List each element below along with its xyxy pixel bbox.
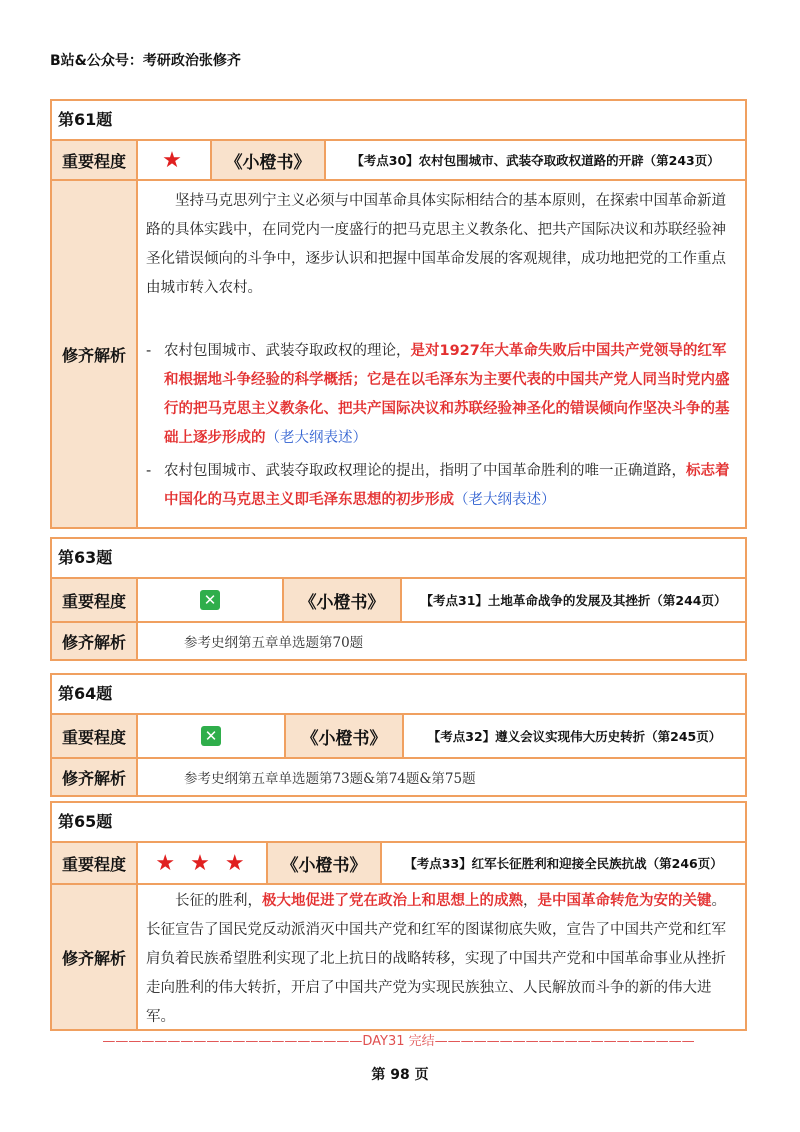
source-header: B站&公众号：考研政治张修齐 (50, 53, 241, 69)
analysis-label: 修齐解析 (52, 623, 138, 659)
book-title: 《小橙书》 (212, 141, 326, 179)
importance-label: 重要程度 (52, 715, 138, 757)
exam-point: 【考点31】土地革命战争的发展及其挫折（第244页） (420, 593, 727, 608)
star-rating: ★ ★ ★ (138, 843, 268, 883)
bullet-text (164, 337, 737, 453)
bullet-highlight-text: 标志着中国化的马克思主义即毛泽东思想的初步形成 (164, 463, 730, 508)
analysis-paragraph (146, 887, 737, 1032)
x-mark-icon: ✕ (200, 590, 220, 610)
paragraph-plain-text: 长征的胜利， (175, 893, 262, 909)
book-title: 《小橙书》 (284, 579, 402, 621)
paragraph-plain-text: 。长征宣告了国民党反动派消灭中国共产党和红军的图谋彻底失败，宣告了中国共产党和红军肩负着民族希望胜利实现了北上抗日的战略转移，实现了中国共产党和中国革命事业从挫折走向胜利的伟大转折，开启了中国共产党为实现民族独立、人民解放而斗争的新的伟大进军。 (146, 893, 726, 1025)
question-64 (50, 673, 747, 797)
bullet-highlight-text: 是对1927年大革命失败后中国共产党领导的红军和根据地斗争经验的科学概括；它是在以毛泽东为主要代表的中国共产党人同当时党内盛行的把马克思主义教条化、把共产国际决议和苏联经验神圣化的错误倾向作坚决斗争的基础上逐步形成的 (164, 343, 730, 446)
bullet-plain-text: 农村包围城市、武装夺取政权理论的提出，指明了中国革命胜利的唯一正确道路， (164, 463, 686, 479)
reference-text: 参考史纲第五章单选题第73题&第74题&第75题 (184, 771, 476, 787)
importance-row (52, 579, 745, 623)
importance-label: 重要程度 (52, 141, 138, 179)
bullet-item (146, 457, 737, 515)
question-title: 第64题 (52, 675, 745, 715)
exam-point: 【考点30】农村包围城市、武装夺取政权道路的开辟（第243页） (351, 153, 720, 168)
star-rating: ★ (138, 141, 212, 179)
analysis-body (138, 181, 745, 527)
analysis-label: 修齐解析 (52, 759, 138, 795)
paragraph-highlight-text: 是中国革命转危为安的关键 (537, 893, 712, 909)
importance-row (52, 715, 745, 759)
paragraph-plain-text: ， (523, 893, 538, 909)
question-title: 第65题 (52, 803, 745, 843)
analysis-label: 修齐解析 (52, 181, 138, 527)
bullet-note-text: （老大纲表述） (454, 492, 556, 508)
analysis-row (52, 623, 745, 659)
question-title: 第63题 (52, 539, 745, 579)
importance-row (52, 141, 745, 181)
importance-row (52, 843, 745, 885)
question-61 (50, 99, 747, 529)
analysis-label: 修齐解析 (52, 885, 138, 1029)
analysis-paragraph: 坚持马克思列宁主义必须与中国革命具体实际相结合的基本原则，在探索中国革命新道路的具体实践中，在同党内一度盛行的把马克思主义教条化、把共产国际决议和苏联经验神圣化错误倾向的斗争中，逐步认识和把握中国革命发展的客观规律，成功地把党的工作重点由城市转入农村。 (146, 193, 726, 296)
bullet-text (164, 457, 737, 515)
importance-label: 重要程度 (52, 843, 138, 883)
question-63 (50, 537, 747, 661)
exam-point: 【考点32】遵义会议实现伟大历史转折（第245页） (427, 729, 722, 744)
bullet-item (146, 337, 737, 453)
analysis-row (52, 885, 745, 1029)
x-mark-icon: ✕ (201, 726, 221, 746)
analysis-row (52, 181, 745, 527)
not-important-mark (138, 579, 284, 621)
exam-point: 【考点33】红军长征胜利和迎接全民族抗战（第246页） (404, 856, 723, 871)
bullet-note-text: （老大纲表述） (265, 430, 367, 446)
paragraph-highlight-text: 极大地促进了党在政治上和思想上的成熟 (262, 893, 523, 909)
question-title: 第61题 (52, 101, 745, 141)
analysis-body (138, 885, 745, 1029)
bullet-plain-text: 农村包围城市、武装夺取政权的理论， (164, 343, 411, 359)
bullet-dash: - (146, 343, 152, 359)
book-title: 《小橙书》 (286, 715, 404, 757)
question-65 (50, 801, 747, 1031)
book-title: 《小橙书》 (268, 843, 382, 883)
bullet-dash: - (146, 463, 152, 479)
analysis-row (52, 759, 745, 795)
page-number: 第 98 页 (371, 1067, 429, 1083)
importance-label: 重要程度 (52, 579, 138, 621)
day-end-divider: ————————————————————DAY31 完结———————————————————— (102, 1034, 695, 1049)
reference-text: 参考史纲第五章单选题第70题 (184, 635, 364, 651)
not-important-mark (138, 715, 286, 757)
